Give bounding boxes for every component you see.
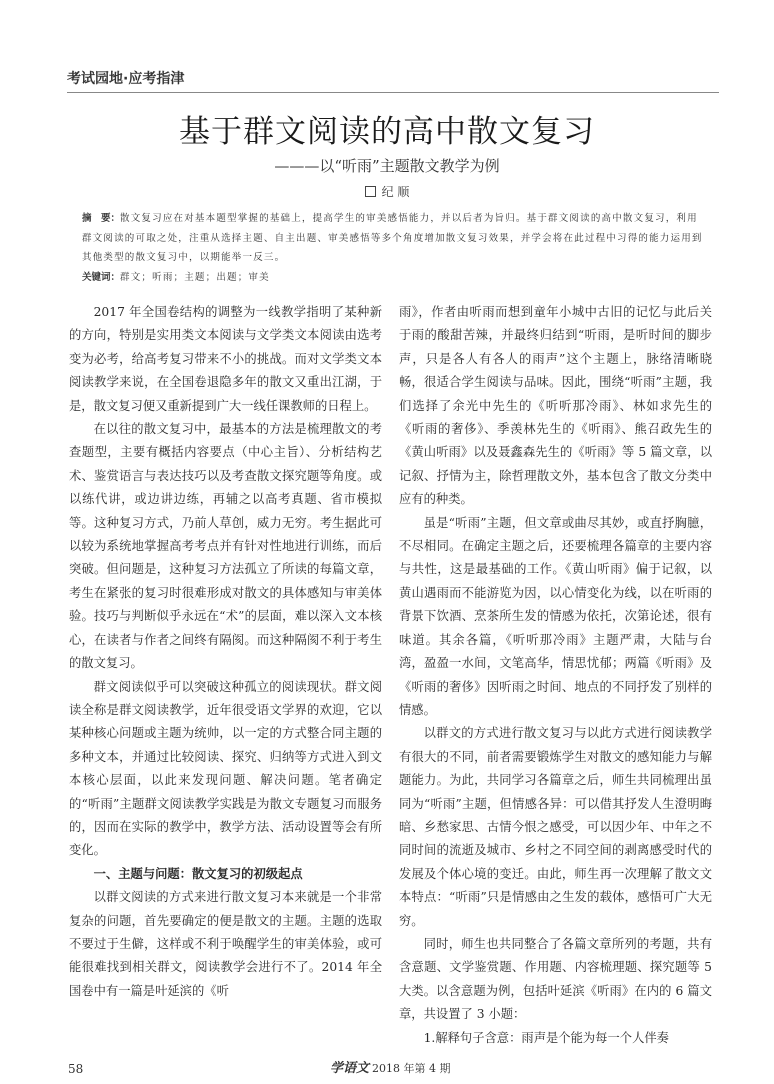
- right-column: [399, 301, 712, 1050]
- abstract-block: [82, 209, 704, 287]
- paragraph: 同时，师生也共同整合了各篇文章所列的考题，共有含意题、文学鉴赏题、作用题、内容梳理题、探究题等 5 大类。以含意题为例，包括叶延滨《听雨》在内的 6 篇文章，共设置了 3 小题：: [399, 936, 712, 1022]
- section-header: [67, 68, 719, 93]
- magazine-footer: [330, 1060, 451, 1078]
- section-heading: 一、主题与问题：散文复习的初级起点: [93, 866, 303, 881]
- author-box-icon: [365, 186, 376, 197]
- abstract: [82, 209, 704, 268]
- paragraph: 以群文阅读的方式来进行散文复习本来就是一个非常复杂的问题，首先要确定的便是散文的主题。主题的选取不要过于生僻，这样或不利于唤醒学生的审美体验，或可能很难找到相关群文，阅读教学会进行不了。2014 年全国卷中有一篇是叶延滨的《听: [69, 890, 382, 998]
- page-number: 58: [68, 1062, 84, 1076]
- paragraph: 2017 年全国卷结构的调整为一线教学指明了某种新的方向，特别是实用类文本阅读与文学类文本阅读由选考变为必考，给高考复习带来不小的挑战。而对文学类文本阅读教学来说，在全国卷退隐多年的散文又重出江湖，于是，散文复习便又重新提到广大一线任课教师的日程上。: [69, 305, 382, 413]
- article-title: 基于群文阅读的高中散文复习: [179, 114, 595, 150]
- paragraph: 以群文的方式进行散文复习与以此方式进行阅读教学有很大的不同，前者需要锻炼学生对散文的感知能力与解题能力。为此，共同学习各篇章之后，师生共同梳理出虽同为“听雨”主题，但情感各异：可以借其抒发人生澄明晦暗、乡愁家思、古情今恨之感受，可以因少年、中年之不同时间的流逝及城市、乡村之不同空间的剥离感受时代的发展及个体心境的变迁。由此，师生再一次理解了散文文本特点：“听雨”只是情感由之生发的载体，感悟可广大无穷。: [399, 726, 712, 928]
- author-line: [0, 183, 774, 201]
- paragraph: 雨》，作者由听雨而想到童年小城中古旧的记忆与此后关于雨的酸甜苦辣，并最终归结到“听雨，是听时间的脚步声，只是各人有各人的雨声”这个主题上，脉络清晰晓畅，很适合学生阅读与品味。因此，围绕“听雨”主题，我们选择了余光中先生的《听听那冷雨》、林如求先生的《听雨的奢侈》、季羡林先生的《听雨》、熊召政先生的《黄山听雨》以及聂鑫森先生的《听雨》等 5 篇文章，以记叙、抒情为主，除哲理散文外，基本包含了散文分类中应有的种类。: [399, 305, 712, 507]
- keywords-text: 群文；听雨；主题；出题；审美: [120, 271, 270, 283]
- left-column: [69, 301, 382, 1003]
- paragraph: 虽是“听雨”主题，但文章或曲尽其妙，或直抒胸臆，不尽相同。在确定主题之后，还要梳理各篇章的主要内容与共性，这是最基础的工作。《黄山听雨》偏于记叙，以黄山遇雨而不能游览为因，以心情变化为线，以在听雨的背景下饮酒、烹茶所生发的情感为依托，次第论述，很有味道。其余各篇，《听听那冷雨》主题严肃，大陆与台湾，盈盈一水间，文笔高华，情思忧郁；两篇《听雨》及《听雨的奢侈》因听雨之时间、地点的不同抒发了别样的情感。: [399, 515, 712, 717]
- article-subtitle: ———以“听雨”主题散文教学为例: [274, 157, 500, 175]
- paragraph: 1.解释句子含意：雨声是个能为每一个人伴奏: [423, 1030, 669, 1045]
- body-columns: [69, 301, 712, 1050]
- section-label: 考试园地·应考指津: [67, 71, 185, 87]
- issue-label: 2018 年第 4 期: [372, 1062, 451, 1075]
- author-name: 纪 顺: [381, 185, 410, 199]
- magazine-name: 学语文: [330, 1061, 370, 1076]
- abstract-label: 摘 要：: [82, 213, 121, 224]
- keywords: [82, 268, 704, 288]
- page-footer: [68, 1060, 708, 1084]
- paragraph: 群文阅读似乎可以突破这种孤立的阅读现状。群文阅读全称是群文阅读教学，近年很受语文学界的欢迎，它以某种核心问题或主题为统帅，以一定的方式整合同主题的多种文本，并通过比较阅读、探究、归纳等方式进入到文本核心层面，以此来发现问题、解决问题。笔者确定的“听雨”主题群文阅读教学实践是为散文专题复习而服务的，因而在实际的教学中，教学方法、活动设置等会有所变化。: [69, 679, 382, 858]
- keywords-label: 关键词：: [82, 271, 121, 283]
- abstract-text: 散文复习应在对基本题型掌握的基础上，提高学生的审美感悟能力，并以后者为旨归。基于群文阅读的高中散文复习，利用群文阅读的可取之处，注重从选择主题、自主出题、审美感悟等多个角度增加散文复习效果，并学会将在此过程中习得的能力运用到其他类型的散文复习中，以期能举一反三。: [82, 213, 703, 263]
- paragraph: 在以往的散文复习中，最基本的方法是梳理散文的考查题型，主要有概括内容要点（中心主旨）、分析结构艺术、鉴赏语言与表达技巧以及考查散文探究题等角度。或以练代讲，或边讲边练，再辅之以高考真题、省市模拟等。这种复习方式，乃前人草创，威力无穷。考生据此可以较为系统地掌握高考考点并有针对性地进行训练，而后突破。但问题是，这种复习方法孤立了所读的每篇文章，考生在紧张的复习时很难形成对散文的具体感知与审美体验。技巧与判断似乎永远在“术”的层面，难以深入文本核心，在读者与作者之间终有隔阂。而这种隔阂不利于考生的散文复习。: [69, 422, 382, 671]
